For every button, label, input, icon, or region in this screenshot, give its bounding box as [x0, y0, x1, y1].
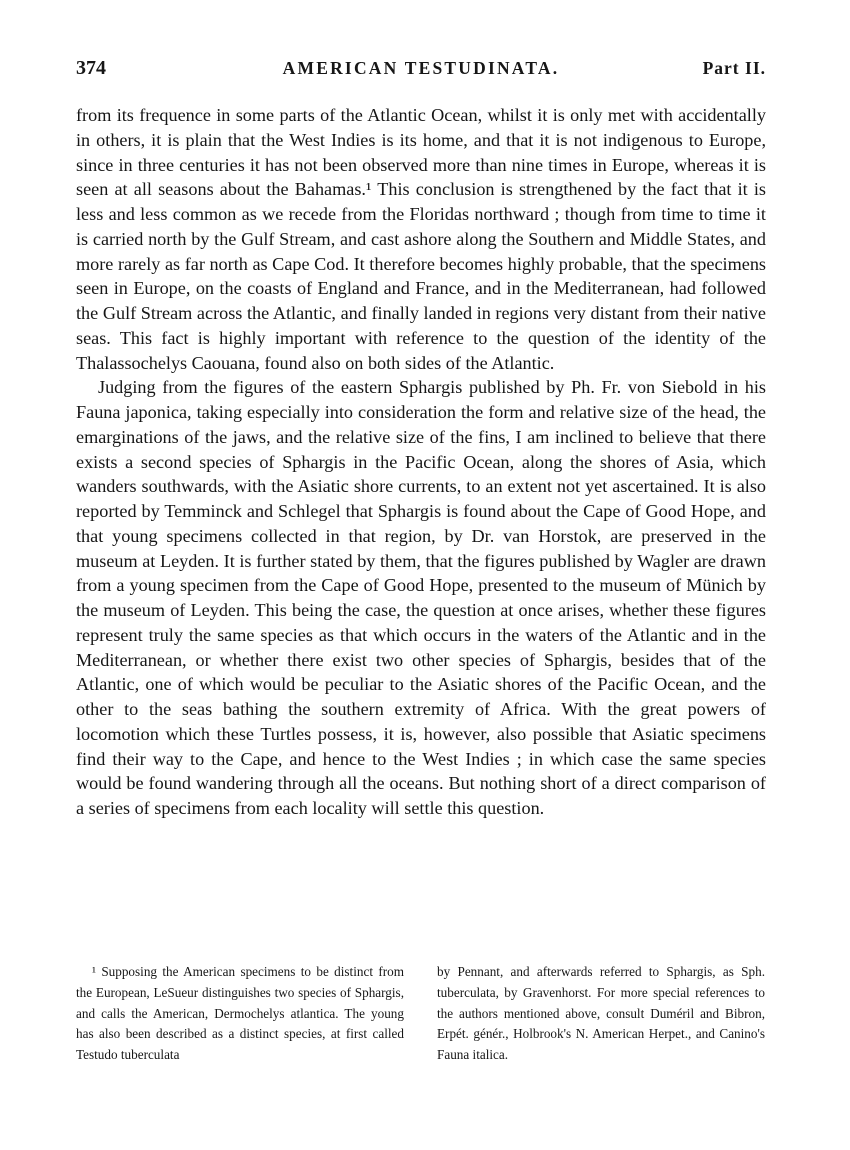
- footnote-text-right: by Pennant, and afterwards referred to Sphargis, as Sph. tuberculata, by Gravenhorst. For more special references to the authors mentioned above, consult Duméril and Bibron, Erpét. génér., Holbrook's N. American Herpet., and Canino's Fauna italica.: [437, 964, 765, 1063]
- paragraph-2: Judging from the figures of the eastern Sphargis published by Ph. Fr. von Siebold in his Fauna japonica, taking especially into consideration the form and relative size of the head, the emarginations of the jaws, and the relative size of the fins, I am inclined to believe that there exists a second species of Sphargis in the Pacific Ocean, along the shores of Asia, which wanders southwards, with the Asiatic shore currents, to an extent not yet ascertained. It is also reported by Temminck and Schlegel that Sphargis is found about the Cape of Good Hope, and that young specimens collected in that region, by Dr. van Horstok, are preserved in the museum at Leyden. It is further stated by them, that the figures published by Wagler are drawn from a young specimen from the Cape of Good Hope, presented to the museum of Münich by the museum of Leyden. This being the case, the question at once arises, whether these figures represent truly the same species as that which occurs in the waters of the Atlantic and in the Mediterranean, or whether there exist two other species of Sphargis, besides that of the Atlantic, one of which would be peculiar to the Asiatic shores of the Pacific Ocean, and the other to the seas bathing the southern extremity of Africa. With the great powers of locomotion which these Turtles possess, it is, however, also possible that Asiatic specimens find their way to the Cape, and hence to the West Indies ; in which case the same species would be found wandering through all the oceans. But nothing short of a direct comparison of a series of specimens from each locality will settle this question.: [76, 377, 766, 818]
- body-text: [76, 103, 766, 821]
- running-title: AMERICAN TESTUDINATA.: [282, 58, 560, 78]
- paragraph-1: from its frequence in some parts of the Atlantic Ocean, whilst it is only met with accidentally in others, it is plain that the West Indies is its home, and that it is not indigenous to Europe, since in three centuries it has not been observed more than nine times in Europe, whereas it is seen at all seasons about the Bahamas.¹ This conclusion is strengthened by the fact that it is less and less common as we recede from the Floridas northward ; though from time to time it is carried north by the Gulf Stream, and cast ashore along the Southern and Middle States, and more rarely as far north as Cape Cod. It therefore becomes highly probable, that the specimens seen in Europe, on the coasts of England and France, and in the Mediterranean, had followed the Gulf Stream across the Atlantic, and finally landed in regions very distant from their native seas. This fact is highly important with reference to the question of the identity of the Thalassochelys Caouana, found also on both sides of the Atlantic.: [76, 105, 766, 373]
- page-number: 374: [76, 57, 106, 79]
- footnote-column-left: [76, 962, 404, 1066]
- page-header: [76, 57, 766, 87]
- part-label: Part II.: [702, 58, 766, 78]
- footnote-text-left: ¹ Supposing the American specimens to be distinct from the European, LeSueur distinguishes two species of Sphargis, and calls the American, Dermochelys atlantica. The young has also been described as a distinct species, at first called Testudo tuberculata: [76, 964, 404, 1063]
- footnote-column-right: [437, 962, 765, 1066]
